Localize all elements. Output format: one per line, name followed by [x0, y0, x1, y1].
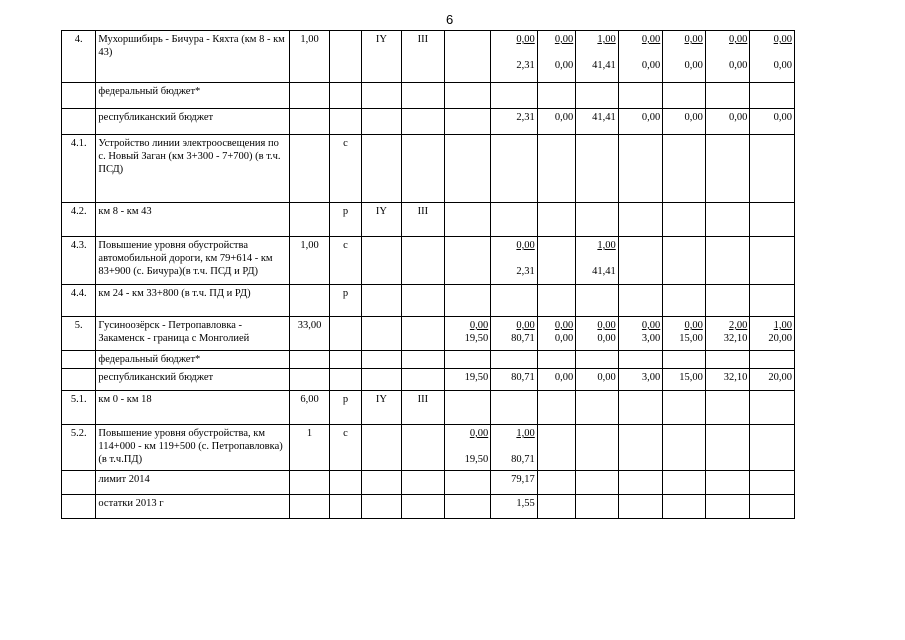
- value-cell: 41,41: [576, 109, 619, 135]
- row-length: 1: [289, 425, 329, 471]
- row-class: [402, 317, 445, 351]
- row-name: лимит 2014: [96, 471, 289, 495]
- row-number: 4.2.: [62, 203, 96, 237]
- row-length: [289, 495, 329, 519]
- table-row: [62, 135, 795, 203]
- value-cell: [444, 351, 491, 369]
- value-cell: [491, 83, 538, 109]
- value-top: 1,00: [597, 240, 616, 251]
- value-cell: [750, 391, 795, 425]
- row-stage: [330, 317, 361, 351]
- value-bottom: 0,00: [597, 333, 616, 344]
- value-cell: [444, 135, 491, 203]
- value-cell: 0,00: [750, 109, 795, 135]
- value-cell: [750, 83, 795, 109]
- value-cell: [537, 391, 575, 425]
- row-category: IY: [361, 391, 401, 425]
- value-cell: [618, 391, 663, 425]
- row-name: остатки 2013 г: [96, 495, 289, 519]
- value-cell: [750, 203, 795, 237]
- value-cell: [663, 471, 706, 495]
- table-row: [62, 109, 795, 135]
- row-class: [402, 135, 445, 203]
- row-class: [402, 237, 445, 285]
- value-cell: 0,00: [705, 109, 750, 135]
- value-cell: [576, 135, 619, 203]
- value-cell: [491, 391, 538, 425]
- value-cell: 0,00: [663, 109, 706, 135]
- value-bottom: 41,41: [592, 60, 616, 71]
- row-number: 4.3.: [62, 237, 96, 285]
- table-row: [62, 391, 795, 425]
- row-category: [361, 369, 401, 391]
- row-name: Повышение уровня обустройства автомобильной дороги, км 79+614 - км 83+900 (с. Бичура)(в т.ч. ПСД и РД): [96, 237, 289, 285]
- table-row: [62, 425, 795, 471]
- value-cell: 0,00: [576, 369, 619, 391]
- row-stage: [330, 351, 361, 369]
- value-cell: [537, 31, 575, 83]
- value-cell: [618, 471, 663, 495]
- value-cell: [444, 495, 491, 519]
- value-cell: [705, 237, 750, 285]
- row-category: [361, 351, 401, 369]
- value-cell: [537, 83, 575, 109]
- value-cell: [537, 317, 575, 351]
- value-cell: [663, 31, 706, 83]
- value-cell: [491, 31, 538, 83]
- value-cell: 20,00: [750, 369, 795, 391]
- row-class: [402, 351, 445, 369]
- value-cell: [491, 351, 538, 369]
- value-bottom: 80,71: [511, 454, 535, 465]
- value-top: 1,00: [773, 320, 792, 331]
- table-row: [62, 495, 795, 519]
- value-cell: [705, 31, 750, 83]
- value-cell: 0,00: [537, 109, 575, 135]
- row-name: федеральный бюджет*: [96, 351, 289, 369]
- table-row: [62, 471, 795, 495]
- row-number: 5.1.: [62, 391, 96, 425]
- row-number: [62, 495, 96, 519]
- value-bottom: 41,41: [592, 266, 616, 277]
- value-top: 2,00: [728, 320, 748, 331]
- row-name: км 8 - км 43: [96, 203, 289, 237]
- row-length: [289, 83, 329, 109]
- value-cell: [444, 285, 491, 317]
- row-number: 5.2.: [62, 425, 96, 471]
- value-cell: 80,71: [491, 369, 538, 391]
- row-stage: [330, 109, 361, 135]
- value-cell: [618, 317, 663, 351]
- value-cell: [705, 83, 750, 109]
- value-bottom: 19,50: [464, 333, 489, 344]
- table-row: [62, 351, 795, 369]
- row-class: [402, 471, 445, 495]
- row-length: [289, 351, 329, 369]
- value-cell: 19,50: [444, 369, 491, 391]
- row-name: республиканский бюджет: [96, 369, 289, 391]
- row-number: 4.4.: [62, 285, 96, 317]
- value-bottom: 0,00: [554, 333, 574, 344]
- value-bottom: 32,10: [723, 333, 748, 344]
- row-name: км 24 - км 33+800 (в т.ч. ПД и РД): [96, 285, 289, 317]
- value-cell: [663, 391, 706, 425]
- row-name: федеральный бюджет*: [96, 83, 289, 109]
- row-name: Повышение уровня обустройства, км 114+000 - км 119+500 (с. Петропавловка) (в т.ч.ПД): [96, 425, 289, 471]
- row-length: [289, 203, 329, 237]
- table-body: [62, 31, 795, 519]
- value-bottom: 20,00: [768, 333, 792, 344]
- value-cell: [576, 391, 619, 425]
- row-stage: р: [330, 391, 361, 425]
- value-cell: [576, 237, 619, 285]
- table-row: [62, 285, 795, 317]
- value-cell: [618, 495, 663, 519]
- value-cell: [576, 31, 619, 83]
- value-bottom: 0,00: [641, 60, 661, 71]
- page-number: 6: [446, 12, 454, 27]
- row-length: [289, 135, 329, 203]
- value-cell: [663, 203, 706, 237]
- value-cell: [444, 317, 491, 351]
- row-class: [402, 425, 445, 471]
- row-stage: [330, 495, 361, 519]
- row-number: [62, 351, 96, 369]
- value-cell: [444, 83, 491, 109]
- value-bottom: 3,00: [641, 333, 661, 344]
- value-cell: [537, 495, 575, 519]
- value-bottom: 15,00: [679, 333, 703, 344]
- value-cell: [750, 471, 795, 495]
- row-length: 6,00: [289, 391, 329, 425]
- row-class: III: [402, 203, 445, 237]
- value-bottom: 0,00: [554, 60, 574, 71]
- value-cell: [491, 425, 538, 471]
- value-cell: 32,10: [705, 369, 750, 391]
- value-cell: [491, 237, 538, 285]
- value-top: 0,00: [554, 34, 574, 45]
- value-cell: [663, 317, 706, 351]
- value-cell: [705, 317, 750, 351]
- row-class: III: [402, 391, 445, 425]
- row-stage: р: [330, 285, 361, 317]
- value-cell: [618, 31, 663, 83]
- value-cell: [618, 285, 663, 317]
- row-length: 33,00: [289, 317, 329, 351]
- row-class: [402, 369, 445, 391]
- value-cell: [576, 203, 619, 237]
- value-cell: [663, 237, 706, 285]
- value-cell: [537, 203, 575, 237]
- value-bottom: 0,00: [684, 60, 703, 71]
- value-cell: [705, 425, 750, 471]
- value-cell: [537, 135, 575, 203]
- row-category: [361, 135, 401, 203]
- row-length: 1,00: [289, 237, 329, 285]
- row-number: 4.: [62, 31, 96, 83]
- value-cell: [444, 471, 491, 495]
- row-category: [361, 83, 401, 109]
- value-cell: 0,00: [618, 109, 663, 135]
- row-name: республиканский бюджет: [96, 109, 289, 135]
- value-cell: [576, 351, 619, 369]
- row-name: Гусиноозёрск - Петропавловка - Закаменск - граница с Монголией: [96, 317, 289, 351]
- row-number: [62, 471, 96, 495]
- value-cell: [750, 425, 795, 471]
- row-name: Устройство линии электроосвещения по с. Новый Заган (км 3+300 - 7+700) (в т.ч. ПСД): [96, 135, 289, 203]
- row-number: 5.: [62, 317, 96, 351]
- row-number: 4.1.: [62, 135, 96, 203]
- row-name: Мухоршибирь - Бичура - Кяхта (км 8 - км 43): [96, 31, 289, 83]
- row-number: [62, 83, 96, 109]
- value-top: 1,00: [516, 428, 535, 439]
- value-bottom: 0,00: [728, 60, 748, 71]
- value-bottom: 2,31: [516, 60, 535, 71]
- value-cell: [705, 203, 750, 237]
- row-length: [289, 109, 329, 135]
- financing-table: [61, 30, 795, 519]
- row-class: III: [402, 31, 445, 83]
- value-cell: [750, 135, 795, 203]
- row-class: [402, 83, 445, 109]
- row-stage: с: [330, 237, 361, 285]
- value-cell: [444, 203, 491, 237]
- value-cell: [705, 471, 750, 495]
- row-stage: с: [330, 425, 361, 471]
- value-top: 0,00: [641, 320, 661, 331]
- value-cell: 0,00: [537, 369, 575, 391]
- value-cell: [576, 425, 619, 471]
- value-cell: [750, 351, 795, 369]
- value-cell: [705, 285, 750, 317]
- value-cell: [750, 31, 795, 83]
- row-category: [361, 237, 401, 285]
- value-cell: [576, 317, 619, 351]
- value-top: 0,00: [684, 34, 703, 45]
- row-category: [361, 109, 401, 135]
- row-length: 1,00: [289, 31, 329, 83]
- row-stage: с: [330, 135, 361, 203]
- value-top: 0,00: [516, 240, 535, 251]
- table-row: [62, 83, 795, 109]
- value-cell: [750, 285, 795, 317]
- value-cell: [663, 83, 706, 109]
- value-cell: 1,55: [491, 495, 538, 519]
- table-row: [62, 31, 795, 83]
- value-cell: [537, 237, 575, 285]
- value-top: 0,00: [516, 34, 535, 45]
- value-cell: [618, 203, 663, 237]
- value-cell: [444, 109, 491, 135]
- row-class: [402, 109, 445, 135]
- value-cell: [444, 237, 491, 285]
- value-bottom: 2,31: [516, 266, 535, 277]
- value-cell: [491, 203, 538, 237]
- row-category: [361, 317, 401, 351]
- value-cell: [537, 425, 575, 471]
- value-cell: [618, 237, 663, 285]
- value-cell: [537, 471, 575, 495]
- value-cell: [750, 317, 795, 351]
- value-cell: [663, 285, 706, 317]
- value-cell: [576, 495, 619, 519]
- value-cell: 79,17: [491, 471, 538, 495]
- value-cell: [537, 285, 575, 317]
- row-category: IY: [361, 31, 401, 83]
- value-bottom: 80,71: [511, 333, 535, 344]
- value-cell: [750, 495, 795, 519]
- value-cell: 2,31: [491, 109, 538, 135]
- table-row: [62, 317, 795, 351]
- value-top: 0,00: [773, 34, 792, 45]
- row-length: [289, 369, 329, 391]
- row-class: [402, 285, 445, 317]
- value-cell: [663, 135, 706, 203]
- value-cell: [576, 471, 619, 495]
- row-length: [289, 285, 329, 317]
- row-number: [62, 369, 96, 391]
- value-cell: [705, 351, 750, 369]
- value-cell: [444, 425, 491, 471]
- value-top: 0,00: [516, 320, 535, 331]
- value-cell: [618, 425, 663, 471]
- value-cell: [491, 285, 538, 317]
- value-cell: [663, 425, 706, 471]
- value-bottom: 0,00: [773, 60, 792, 71]
- value-top: 0,00: [728, 34, 748, 45]
- row-category: [361, 495, 401, 519]
- row-length: [289, 471, 329, 495]
- value-top: 0,00: [684, 320, 703, 331]
- value-top: 0,00: [641, 34, 661, 45]
- value-cell: [576, 83, 619, 109]
- value-cell: [663, 495, 706, 519]
- value-bottom: 19,50: [464, 454, 489, 465]
- value-cell: 3,00: [618, 369, 663, 391]
- row-stage: [330, 471, 361, 495]
- table-row: [62, 369, 795, 391]
- row-stage: [330, 31, 361, 83]
- row-category: [361, 425, 401, 471]
- value-cell: [491, 317, 538, 351]
- row-stage: [330, 83, 361, 109]
- row-category: IY: [361, 203, 401, 237]
- value-cell: [537, 351, 575, 369]
- value-cell: [618, 135, 663, 203]
- value-cell: [576, 285, 619, 317]
- table-row: [62, 203, 795, 237]
- value-cell: [444, 31, 491, 83]
- row-stage: [330, 369, 361, 391]
- value-cell: [618, 83, 663, 109]
- value-cell: [705, 391, 750, 425]
- row-category: [361, 471, 401, 495]
- row-number: [62, 109, 96, 135]
- table-row: [62, 237, 795, 285]
- row-category: [361, 285, 401, 317]
- value-cell: [618, 351, 663, 369]
- value-top: 0,00: [597, 320, 616, 331]
- value-cell: [750, 237, 795, 285]
- value-top: 0,00: [554, 320, 574, 331]
- row-name: км 0 - км 18: [96, 391, 289, 425]
- value-cell: [491, 135, 538, 203]
- value-cell: [663, 351, 706, 369]
- value-top: 1,00: [597, 34, 616, 45]
- value-top: 0,00: [469, 320, 489, 331]
- row-stage: р: [330, 203, 361, 237]
- value-cell: [705, 495, 750, 519]
- row-class: [402, 495, 445, 519]
- value-cell: [705, 135, 750, 203]
- value-top: 0,00: [469, 428, 489, 439]
- value-cell: [444, 391, 491, 425]
- value-cell: 15,00: [663, 369, 706, 391]
